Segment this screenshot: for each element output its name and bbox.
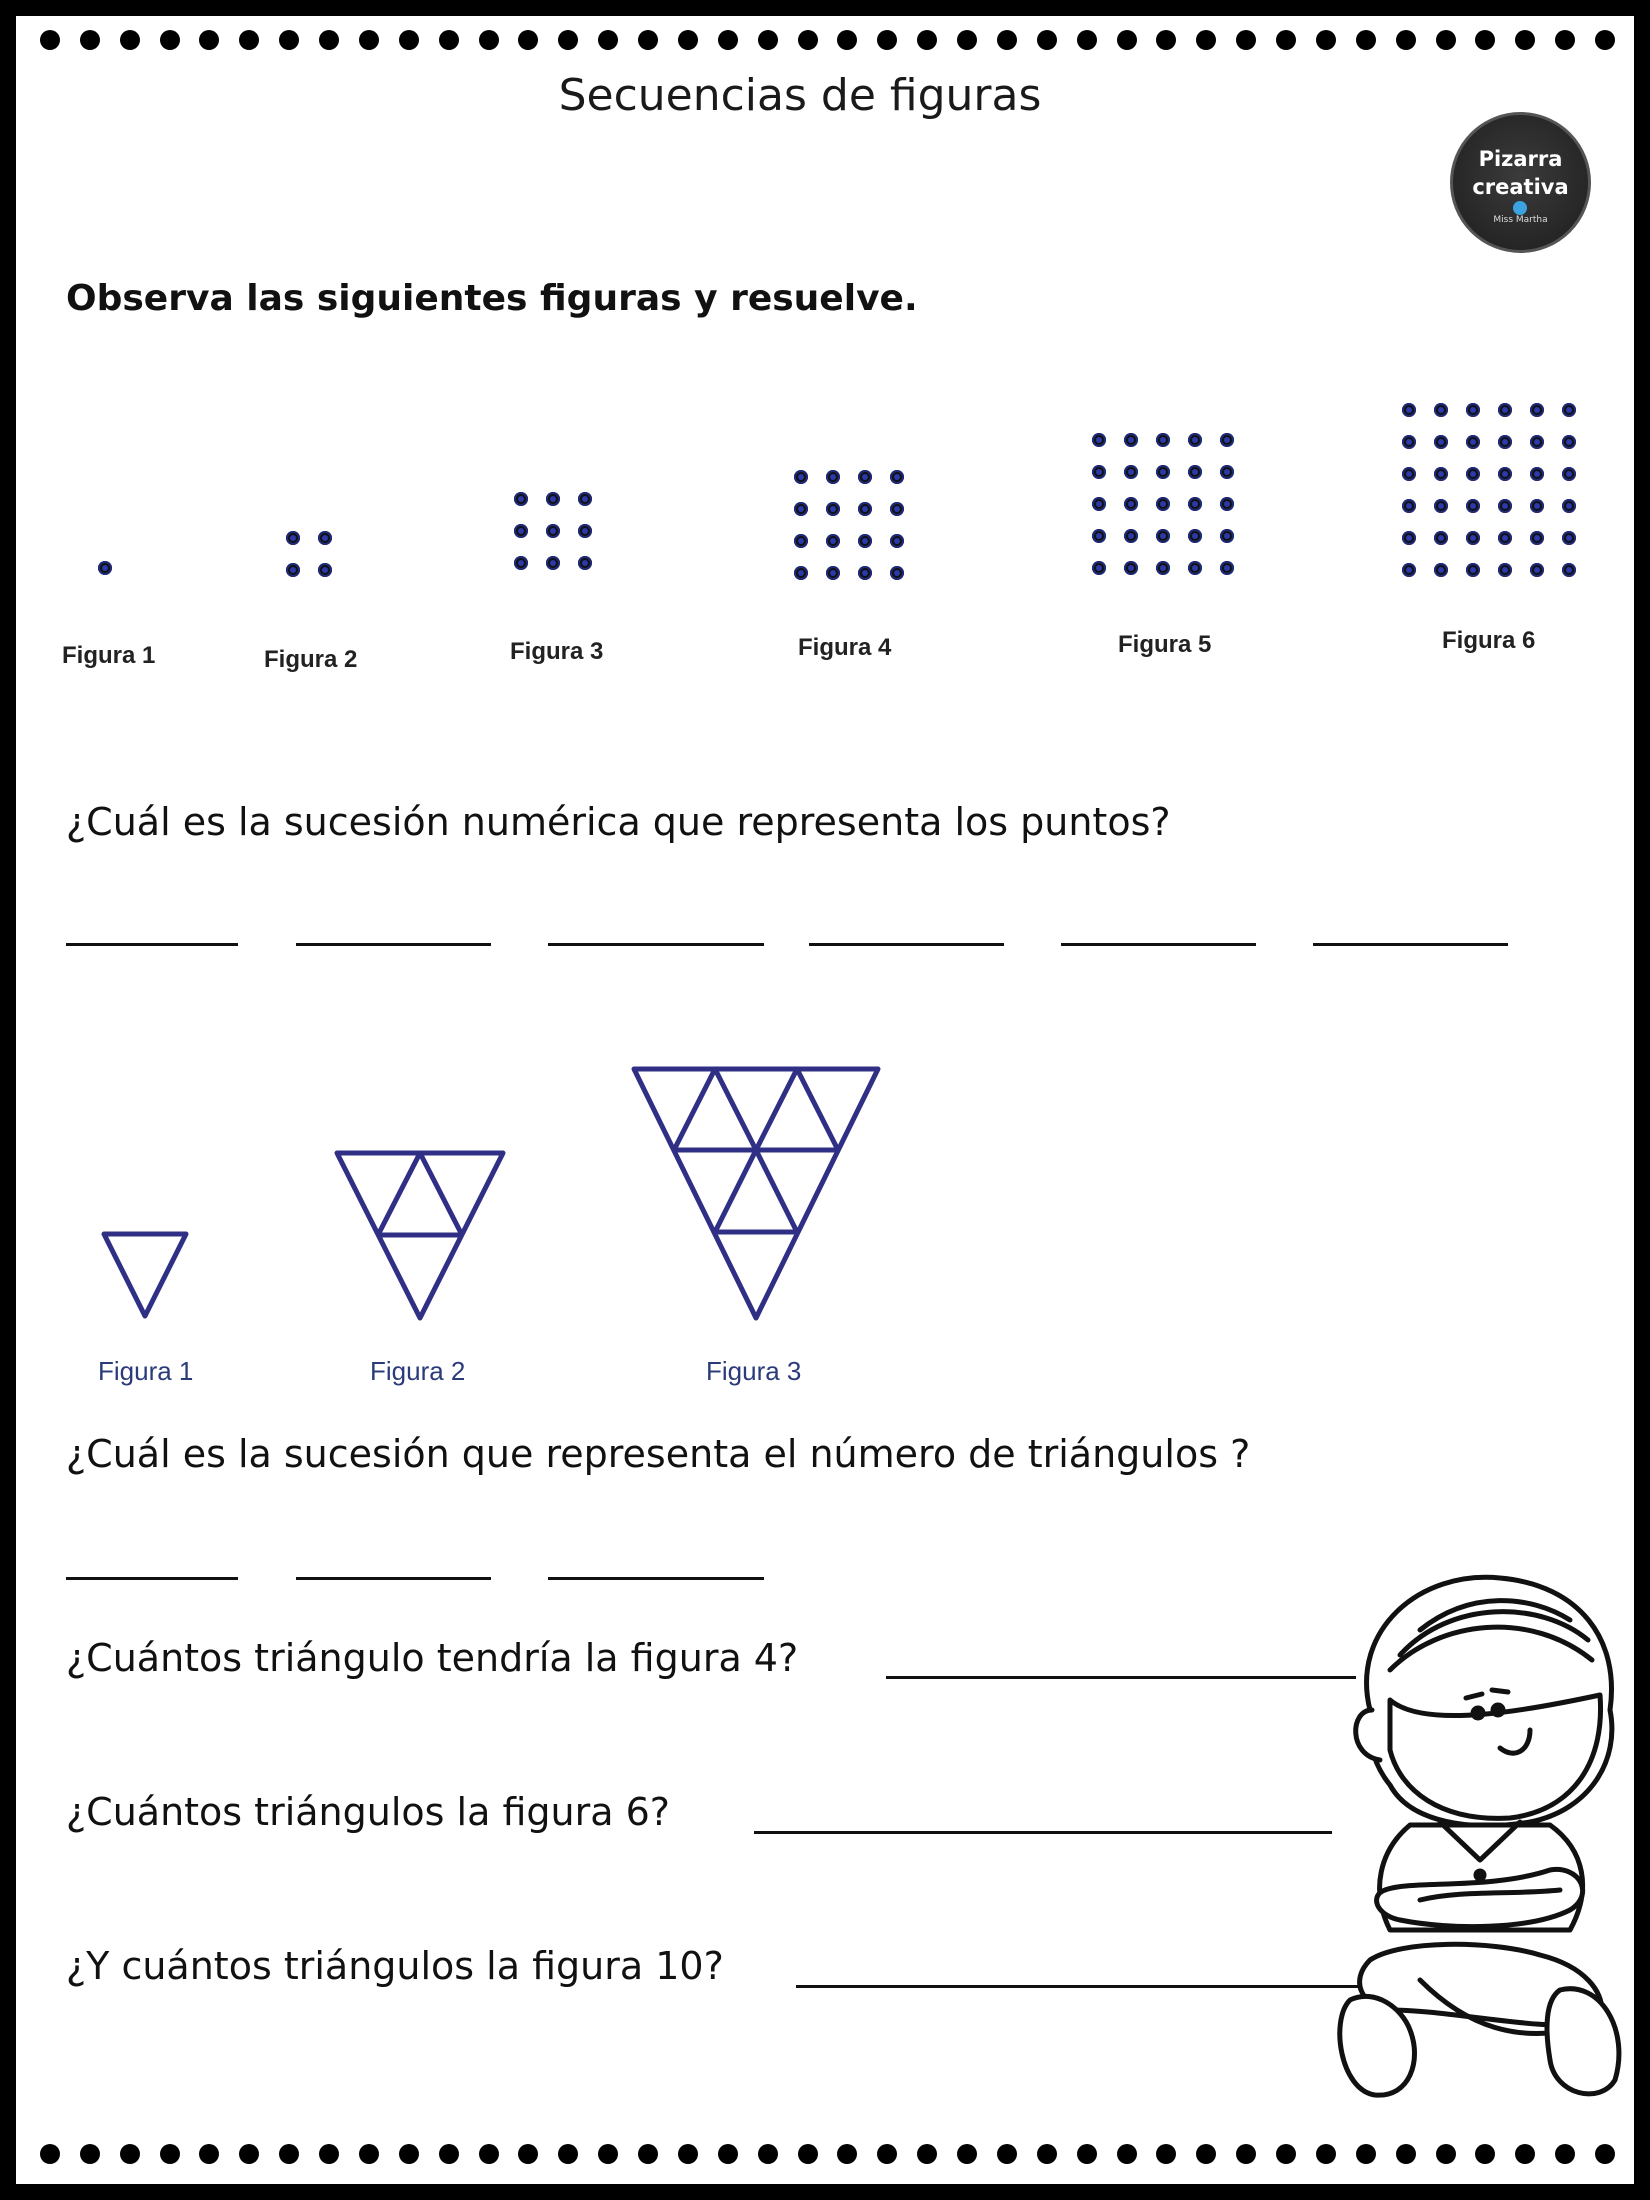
sequence-dot xyxy=(98,561,112,575)
sequence-dot xyxy=(546,556,560,570)
decorative-dot xyxy=(638,2144,658,2164)
sequence-dot xyxy=(826,566,840,580)
decorative-dot xyxy=(1396,30,1416,50)
sequence-dot xyxy=(1562,403,1576,417)
triangle-figure-1-label: Figura 1 xyxy=(98,1356,194,1386)
sequence-dot xyxy=(858,534,872,548)
sequence-dot xyxy=(1402,563,1416,577)
sequence-dot xyxy=(1530,435,1544,449)
sequence-dot xyxy=(1156,497,1170,511)
sequence-dot xyxy=(1466,435,1480,449)
decorative-dot xyxy=(1356,2144,1376,2164)
sequence-dot xyxy=(546,492,560,506)
sequence-dot xyxy=(1562,499,1576,513)
decorative-dot xyxy=(120,30,140,50)
sequence-dot xyxy=(1434,563,1448,577)
dot-answer-blank-2[interactable] xyxy=(296,943,491,946)
sequence-dot xyxy=(1124,433,1138,447)
decorative-dot xyxy=(40,2144,60,2164)
decorative-dot xyxy=(439,30,459,50)
sequence-dot xyxy=(578,556,592,570)
decorative-dot xyxy=(1595,2144,1615,2164)
sequence-dot xyxy=(1530,563,1544,577)
sequence-dot xyxy=(1434,435,1448,449)
sequence-dot xyxy=(286,563,300,577)
decorative-dot xyxy=(598,2144,618,2164)
sequence-dot xyxy=(1466,531,1480,545)
sequence-dot xyxy=(794,534,808,548)
decorative-dot xyxy=(359,2144,379,2164)
sequence-dot xyxy=(1220,465,1234,479)
sequence-dot xyxy=(1092,561,1106,575)
child-clipart-illustration xyxy=(1330,1560,1630,2120)
sequence-dot xyxy=(1188,497,1202,511)
decorative-dot xyxy=(758,2144,778,2164)
decorative-dot xyxy=(1077,30,1097,50)
decorative-dot xyxy=(638,30,658,50)
sequence-dot xyxy=(1402,467,1416,481)
sequence-dot xyxy=(1562,467,1576,481)
decorative-dot xyxy=(678,30,698,50)
sequence-dot xyxy=(1188,529,1202,543)
decorative-dot xyxy=(80,30,100,50)
sequence-dot xyxy=(546,524,560,538)
sequence-dot xyxy=(826,534,840,548)
sequence-dot xyxy=(1124,465,1138,479)
sequence-dot xyxy=(1530,531,1544,545)
decorative-dot xyxy=(1236,30,1256,50)
decorative-dot xyxy=(1037,2144,1057,2164)
dot-figure-2-label: Figura 2 xyxy=(264,646,358,673)
sequence-dot xyxy=(1092,497,1106,511)
decorative-dot xyxy=(1156,30,1176,50)
decorative-dot xyxy=(1555,2144,1575,2164)
logo-line-1: Pizarra xyxy=(1478,147,1563,171)
dot-figure-4-label: Figura 4 xyxy=(798,634,892,661)
triangle-figure-2 xyxy=(334,1150,506,1322)
decorative-dot xyxy=(1077,2144,1097,2164)
decorative-dot xyxy=(678,2144,698,2164)
decorative-dot xyxy=(758,30,778,50)
answer-figure-4-blank[interactable] xyxy=(886,1676,1356,1679)
sequence-dot xyxy=(1188,433,1202,447)
question-figure-6: ¿Cuántos triángulos la figura 6? xyxy=(66,1790,670,1834)
decorative-dot xyxy=(359,30,379,50)
decorative-dot xyxy=(40,30,60,50)
sequence-dot xyxy=(1156,433,1170,447)
sequence-dot xyxy=(1402,435,1416,449)
decorative-dot xyxy=(199,2144,219,2164)
question-figure-10: ¿Y cuántos triángulos la figura 10? xyxy=(66,1944,724,1988)
decorative-dot xyxy=(319,30,339,50)
sequence-dot xyxy=(1188,561,1202,575)
decorative-dot xyxy=(718,2144,738,2164)
sequence-dot xyxy=(1498,531,1512,545)
decorative-dot xyxy=(1037,30,1057,50)
sequence-dot xyxy=(1530,499,1544,513)
decorative-dot xyxy=(558,30,578,50)
decorative-dot xyxy=(837,2144,857,2164)
decorative-dot xyxy=(160,30,180,50)
triangle-answer-blank-2[interactable] xyxy=(296,1577,491,1580)
sequence-dot xyxy=(1562,531,1576,545)
sequence-dot xyxy=(1124,497,1138,511)
sequence-dot xyxy=(1434,531,1448,545)
dot-figure-6-label: Figura 6 xyxy=(1442,627,1536,654)
decorative-dot xyxy=(598,30,618,50)
answer-figure-6-blank[interactable] xyxy=(754,1831,1332,1834)
sequence-dot xyxy=(1562,563,1576,577)
sequence-dot xyxy=(858,470,872,484)
decorative-dot xyxy=(1436,2144,1456,2164)
sequence-dot xyxy=(1220,433,1234,447)
logo-line-2: creativa xyxy=(1472,175,1569,199)
dot-figure-1-label: Figura 1 xyxy=(62,642,156,669)
sequence-dot xyxy=(578,524,592,538)
decorative-dot xyxy=(997,30,1017,50)
decorative-dot xyxy=(718,30,738,50)
sequence-dot xyxy=(1402,531,1416,545)
sequence-dot xyxy=(1220,561,1234,575)
sequence-dot xyxy=(1466,563,1480,577)
decorative-dot xyxy=(877,30,897,50)
decorative-dot xyxy=(479,2144,499,2164)
decorative-dot xyxy=(1316,2144,1336,2164)
decorative-dot xyxy=(239,2144,259,2164)
triangle-answer-blank-3[interactable] xyxy=(548,1577,764,1580)
decorative-dot xyxy=(479,30,499,50)
dot-answer-blank-5[interactable] xyxy=(1061,943,1256,946)
decorative-dot xyxy=(1436,30,1456,50)
sequence-dot xyxy=(1530,467,1544,481)
sequence-dot xyxy=(1466,467,1480,481)
sequence-dot xyxy=(794,502,808,516)
decorative-dot xyxy=(1117,30,1137,50)
sequence-dot xyxy=(1156,561,1170,575)
sequence-dot xyxy=(514,492,528,506)
decorative-dot xyxy=(199,30,219,50)
sequence-dot xyxy=(1466,403,1480,417)
sequence-dot xyxy=(858,502,872,516)
decorative-dot xyxy=(518,30,538,50)
globe-icon xyxy=(1513,201,1527,215)
dot-answer-blank-4[interactable] xyxy=(809,943,1004,946)
decorative-dot xyxy=(1236,2144,1256,2164)
sequence-dot xyxy=(1498,499,1512,513)
decorative-dot xyxy=(1555,30,1575,50)
decorative-dot xyxy=(439,2144,459,2164)
sequence-dot xyxy=(1434,467,1448,481)
decorative-dot xyxy=(1595,30,1615,50)
sequence-dot xyxy=(794,566,808,580)
sequence-dot xyxy=(1530,403,1544,417)
sequence-dot xyxy=(286,531,300,545)
dot-answer-blank-6[interactable] xyxy=(1313,943,1508,946)
decorative-dot xyxy=(1276,2144,1296,2164)
decorative-dot-row-top xyxy=(40,30,1610,54)
dot-answer-blank-1[interactable] xyxy=(66,943,238,946)
decorative-dot xyxy=(1475,2144,1495,2164)
decorative-dot-row-bottom xyxy=(40,2144,1610,2168)
decorative-dot xyxy=(877,2144,897,2164)
sequence-dot xyxy=(1092,465,1106,479)
triangle-figure-2-label: Figura 2 xyxy=(370,1356,466,1386)
decorative-dot xyxy=(997,2144,1017,2164)
sequence-dot xyxy=(1466,499,1480,513)
decorative-dot xyxy=(399,30,419,50)
sequence-dot xyxy=(1156,529,1170,543)
sequence-dot xyxy=(1434,499,1448,513)
sequence-dot xyxy=(1402,499,1416,513)
decorative-dot xyxy=(957,30,977,50)
sequence-dot xyxy=(1092,529,1106,543)
decorative-dot xyxy=(1276,30,1296,50)
sequence-dot xyxy=(826,470,840,484)
decorative-dot xyxy=(957,2144,977,2164)
sequence-dot xyxy=(890,566,904,580)
decorative-dot xyxy=(1515,30,1535,50)
instruction-text: Observa las siguientes figuras y resuelve. xyxy=(66,278,918,319)
decorative-dot xyxy=(120,2144,140,2164)
sequence-dot xyxy=(794,470,808,484)
decorative-dot xyxy=(798,30,818,50)
sequence-dot xyxy=(1220,529,1234,543)
decorative-dot xyxy=(319,2144,339,2164)
sequence-dot xyxy=(1124,561,1138,575)
triangle-figure-3 xyxy=(631,1066,881,1322)
sequence-dot xyxy=(890,502,904,516)
decorative-dot xyxy=(917,30,937,50)
decorative-dot xyxy=(1316,30,1336,50)
sequence-dot xyxy=(1498,403,1512,417)
decorative-dot xyxy=(1156,2144,1176,2164)
page-title: Secuencias de figuras xyxy=(558,70,1042,121)
sequence-dot xyxy=(1402,403,1416,417)
sequence-dot xyxy=(858,566,872,580)
decorative-dot xyxy=(837,30,857,50)
sequence-dot xyxy=(1092,433,1106,447)
sequence-dot xyxy=(514,556,528,570)
decorative-dot xyxy=(80,2144,100,2164)
pizarra-creativa-logo xyxy=(1450,112,1591,253)
sequence-dot xyxy=(890,470,904,484)
decorative-dot xyxy=(1396,2144,1416,2164)
decorative-dot xyxy=(518,2144,538,2164)
sequence-dot xyxy=(1434,403,1448,417)
triangle-figure-1 xyxy=(100,1230,190,1320)
sequence-dot xyxy=(1124,529,1138,543)
decorative-dot xyxy=(399,2144,419,2164)
triangle-answer-blank-1[interactable] xyxy=(66,1577,238,1580)
decorative-dot xyxy=(1196,30,1216,50)
dot-answer-blank-3[interactable] xyxy=(548,943,764,946)
sequence-dot xyxy=(890,534,904,548)
sequence-dot xyxy=(318,531,332,545)
decorative-dot xyxy=(1515,2144,1535,2164)
decorative-dot xyxy=(1475,30,1495,50)
sequence-dot xyxy=(514,524,528,538)
sequence-dot xyxy=(826,502,840,516)
dot-sequence-question: ¿Cuál es la sucesión numérica que representa los puntos? xyxy=(66,800,1171,844)
decorative-dot xyxy=(917,2144,937,2164)
sequence-dot xyxy=(578,492,592,506)
decorative-dot xyxy=(239,30,259,50)
decorative-dot xyxy=(1196,2144,1216,2164)
answer-figure-10-blank[interactable] xyxy=(796,1985,1366,1988)
sequence-dot xyxy=(1498,563,1512,577)
decorative-dot xyxy=(798,2144,818,2164)
triangle-sequence-question: ¿Cuál es la sucesión que representa el número de triángulos ? xyxy=(66,1432,1251,1476)
sequence-dot xyxy=(318,563,332,577)
triangle-figure-3-label: Figura 3 xyxy=(706,1356,802,1386)
sequence-dot xyxy=(1498,467,1512,481)
sequence-dot xyxy=(1156,465,1170,479)
decorative-dot xyxy=(279,2144,299,2164)
dot-figure-3-label: Figura 3 xyxy=(510,638,604,665)
sequence-dot xyxy=(1188,465,1202,479)
logo-line-3: Miss Martha xyxy=(1493,215,1548,225)
decorative-dot xyxy=(1356,30,1376,50)
decorative-dot xyxy=(279,30,299,50)
sequence-dot xyxy=(1498,435,1512,449)
sequence-dot xyxy=(1562,435,1576,449)
decorative-dot xyxy=(1117,2144,1137,2164)
decorative-dot xyxy=(558,2144,578,2164)
question-figure-4: ¿Cuántos triángulo tendría la figura 4? xyxy=(66,1636,799,1680)
sequence-dot xyxy=(1220,497,1234,511)
dot-figure-5-label: Figura 5 xyxy=(1118,631,1212,658)
decorative-dot xyxy=(160,2144,180,2164)
